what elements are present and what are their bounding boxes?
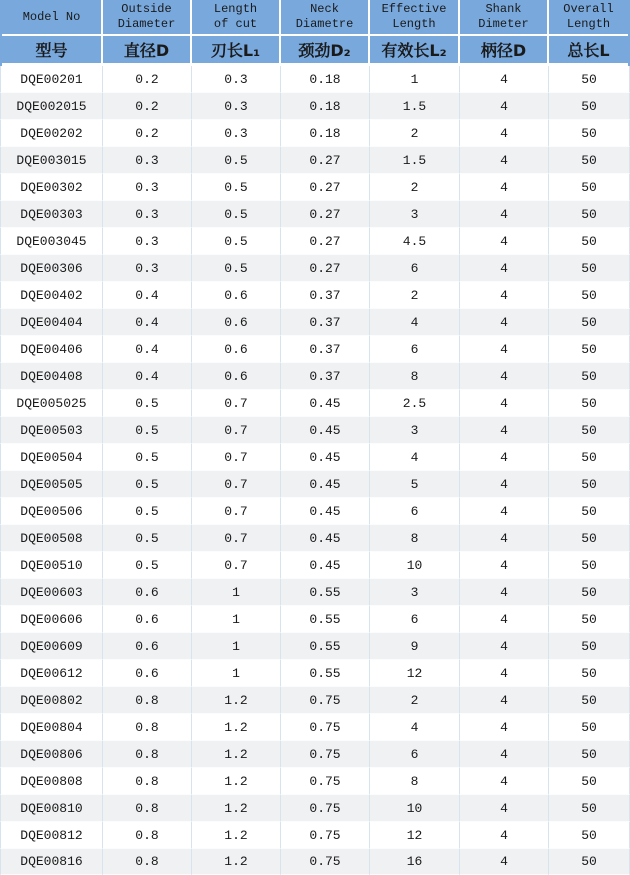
cell-outside-diameter: 0.5 bbox=[103, 471, 192, 498]
cell-neck-diameter: 0.37 bbox=[281, 336, 370, 363]
col-header-model-no-en: Model No bbox=[0, 0, 103, 36]
cell-overall-length: 50 bbox=[549, 795, 630, 822]
cell-length-of-cut: 0.3 bbox=[192, 66, 281, 93]
cell-overall-length: 50 bbox=[549, 174, 630, 201]
cell-neck-diameter: 0.75 bbox=[281, 849, 370, 875]
cell-overall-length: 50 bbox=[549, 363, 630, 390]
cell-outside-diameter: 0.2 bbox=[103, 66, 192, 93]
cell-shank-diameter: 4 bbox=[460, 687, 549, 714]
cell-effective-length: 9 bbox=[370, 633, 460, 660]
cell-length-of-cut: 1 bbox=[192, 579, 281, 606]
table-row bbox=[0, 849, 630, 875]
col-header-effective-length-zh: 有效长L₂ bbox=[370, 36, 460, 66]
cell-length-of-cut: 1.2 bbox=[192, 768, 281, 795]
cell-effective-length: 3 bbox=[370, 579, 460, 606]
cell-model-no: DQE00505 bbox=[0, 471, 103, 498]
cell-effective-length: 2 bbox=[370, 174, 460, 201]
cell-neck-diameter: 0.55 bbox=[281, 579, 370, 606]
cell-outside-diameter: 0.8 bbox=[103, 795, 192, 822]
cell-model-no: DQE00408 bbox=[0, 363, 103, 390]
cell-neck-diameter: 0.27 bbox=[281, 147, 370, 174]
cell-effective-length: 1 bbox=[370, 66, 460, 93]
cell-length-of-cut: 0.5 bbox=[192, 255, 281, 282]
cell-effective-length: 2 bbox=[370, 120, 460, 147]
cell-outside-diameter: 0.2 bbox=[103, 120, 192, 147]
cell-overall-length: 50 bbox=[549, 201, 630, 228]
cell-outside-diameter: 0.4 bbox=[103, 282, 192, 309]
table-row bbox=[0, 471, 630, 498]
cell-shank-diameter: 4 bbox=[460, 255, 549, 282]
cell-neck-diameter: 0.75 bbox=[281, 687, 370, 714]
cell-model-no: DQE00508 bbox=[0, 525, 103, 552]
cell-overall-length: 50 bbox=[549, 444, 630, 471]
cell-overall-length: 50 bbox=[549, 660, 630, 687]
cell-shank-diameter: 4 bbox=[460, 822, 549, 849]
cell-overall-length: 50 bbox=[549, 228, 630, 255]
cell-outside-diameter: 0.4 bbox=[103, 309, 192, 336]
cell-length-of-cut: 0.5 bbox=[192, 147, 281, 174]
cell-neck-diameter: 0.27 bbox=[281, 201, 370, 228]
cell-model-no: DQE00806 bbox=[0, 741, 103, 768]
cell-effective-length: 12 bbox=[370, 822, 460, 849]
cell-overall-length: 50 bbox=[549, 147, 630, 174]
cell-overall-length: 50 bbox=[549, 390, 630, 417]
cell-overall-length: 50 bbox=[549, 120, 630, 147]
cell-outside-diameter: 0.8 bbox=[103, 714, 192, 741]
cell-shank-diameter: 4 bbox=[460, 309, 549, 336]
cell-neck-diameter: 0.55 bbox=[281, 660, 370, 687]
cell-length-of-cut: 0.7 bbox=[192, 525, 281, 552]
table-row bbox=[0, 390, 630, 417]
cell-effective-length: 2 bbox=[370, 687, 460, 714]
cell-effective-length: 4 bbox=[370, 714, 460, 741]
cell-model-no: DQE00504 bbox=[0, 444, 103, 471]
table-row bbox=[0, 363, 630, 390]
cell-length-of-cut: 1.2 bbox=[192, 741, 281, 768]
table-body bbox=[0, 66, 630, 875]
cell-shank-diameter: 4 bbox=[460, 552, 549, 579]
cell-length-of-cut: 0.7 bbox=[192, 498, 281, 525]
cell-length-of-cut: 0.3 bbox=[192, 120, 281, 147]
cell-shank-diameter: 4 bbox=[460, 93, 549, 120]
cell-model-no: DQE00202 bbox=[0, 120, 103, 147]
table-row bbox=[0, 795, 630, 822]
table-row bbox=[0, 228, 630, 255]
cell-effective-length: 8 bbox=[370, 525, 460, 552]
table-row bbox=[0, 309, 630, 336]
cell-effective-length: 10 bbox=[370, 552, 460, 579]
cell-effective-length: 12 bbox=[370, 660, 460, 687]
cell-shank-diameter: 4 bbox=[460, 606, 549, 633]
cell-length-of-cut: 1.2 bbox=[192, 795, 281, 822]
table-row bbox=[0, 147, 630, 174]
cell-overall-length: 50 bbox=[549, 309, 630, 336]
table-row bbox=[0, 282, 630, 309]
cell-model-no: DQE00804 bbox=[0, 714, 103, 741]
table-row bbox=[0, 633, 630, 660]
cell-overall-length: 50 bbox=[549, 93, 630, 120]
cell-outside-diameter: 0.6 bbox=[103, 579, 192, 606]
cell-length-of-cut: 1.2 bbox=[192, 822, 281, 849]
col-header-overall-length-zh: 总长L bbox=[549, 36, 630, 66]
cell-neck-diameter: 0.55 bbox=[281, 606, 370, 633]
table-row bbox=[0, 255, 630, 282]
cell-outside-diameter: 0.3 bbox=[103, 255, 192, 282]
cell-effective-length: 6 bbox=[370, 741, 460, 768]
cell-outside-diameter: 0.3 bbox=[103, 147, 192, 174]
table-row bbox=[0, 579, 630, 606]
cell-model-no: DQE00816 bbox=[0, 849, 103, 875]
col-header-model-no-zh: 型号 bbox=[0, 36, 103, 66]
cell-outside-diameter: 0.3 bbox=[103, 201, 192, 228]
cell-shank-diameter: 4 bbox=[460, 282, 549, 309]
cell-neck-diameter: 0.45 bbox=[281, 471, 370, 498]
cell-model-no: DQE00812 bbox=[0, 822, 103, 849]
cell-outside-diameter: 0.8 bbox=[103, 822, 192, 849]
cell-model-no: DQE00306 bbox=[0, 255, 103, 282]
cell-outside-diameter: 0.5 bbox=[103, 525, 192, 552]
cell-neck-diameter: 0.75 bbox=[281, 714, 370, 741]
cell-outside-diameter: 0.6 bbox=[103, 633, 192, 660]
cell-model-no: DQE00404 bbox=[0, 309, 103, 336]
cell-effective-length: 3 bbox=[370, 417, 460, 444]
table-row bbox=[0, 552, 630, 579]
cell-effective-length: 5 bbox=[370, 471, 460, 498]
cell-overall-length: 50 bbox=[549, 633, 630, 660]
cell-neck-diameter: 0.75 bbox=[281, 768, 370, 795]
cell-outside-diameter: 0.2 bbox=[103, 93, 192, 120]
table-row bbox=[0, 120, 630, 147]
header-row-english bbox=[0, 0, 630, 36]
cell-model-no: DQE00808 bbox=[0, 768, 103, 795]
cell-model-no: DQE00406 bbox=[0, 336, 103, 363]
cell-shank-diameter: 4 bbox=[460, 471, 549, 498]
cell-length-of-cut: 0.7 bbox=[192, 390, 281, 417]
cell-shank-diameter: 4 bbox=[460, 363, 549, 390]
cell-overall-length: 50 bbox=[549, 66, 630, 93]
cell-outside-diameter: 0.8 bbox=[103, 849, 192, 875]
cell-neck-diameter: 0.27 bbox=[281, 255, 370, 282]
cell-neck-diameter: 0.75 bbox=[281, 822, 370, 849]
cell-shank-diameter: 4 bbox=[460, 795, 549, 822]
cell-outside-diameter: 0.4 bbox=[103, 336, 192, 363]
table-row bbox=[0, 714, 630, 741]
cell-neck-diameter: 0.18 bbox=[281, 66, 370, 93]
cell-outside-diameter: 0.5 bbox=[103, 444, 192, 471]
cell-length-of-cut: 0.7 bbox=[192, 471, 281, 498]
cell-model-no: DQE00510 bbox=[0, 552, 103, 579]
cell-model-no: DQE00810 bbox=[0, 795, 103, 822]
cell-length-of-cut: 0.6 bbox=[192, 336, 281, 363]
table-row bbox=[0, 525, 630, 552]
cell-overall-length: 50 bbox=[549, 687, 630, 714]
table-row bbox=[0, 660, 630, 687]
cell-length-of-cut: 0.5 bbox=[192, 174, 281, 201]
cell-model-no: DQE00302 bbox=[0, 174, 103, 201]
cell-overall-length: 50 bbox=[549, 741, 630, 768]
cell-outside-diameter: 0.8 bbox=[103, 687, 192, 714]
cell-overall-length: 50 bbox=[549, 471, 630, 498]
cell-model-no: DQE005025 bbox=[0, 390, 103, 417]
cell-overall-length: 50 bbox=[549, 768, 630, 795]
cell-length-of-cut: 0.7 bbox=[192, 444, 281, 471]
col-header-length-of-cut-en: Length of cut bbox=[192, 0, 281, 36]
cell-shank-diameter: 4 bbox=[460, 444, 549, 471]
cell-neck-diameter: 0.27 bbox=[281, 174, 370, 201]
cell-effective-length: 4 bbox=[370, 309, 460, 336]
table-row bbox=[0, 606, 630, 633]
col-header-outside-diameter-en: Outside Diameter bbox=[103, 0, 192, 36]
table-row bbox=[0, 444, 630, 471]
cell-effective-length: 16 bbox=[370, 849, 460, 875]
table-header bbox=[0, 0, 630, 66]
cell-shank-diameter: 4 bbox=[460, 120, 549, 147]
cell-outside-diameter: 0.3 bbox=[103, 174, 192, 201]
cell-model-no: DQE00303 bbox=[0, 201, 103, 228]
table-row bbox=[0, 201, 630, 228]
cell-overall-length: 50 bbox=[549, 552, 630, 579]
cell-shank-diameter: 4 bbox=[460, 714, 549, 741]
table-row bbox=[0, 822, 630, 849]
cell-effective-length: 6 bbox=[370, 255, 460, 282]
cell-neck-diameter: 0.18 bbox=[281, 93, 370, 120]
cell-overall-length: 50 bbox=[549, 336, 630, 363]
cell-shank-diameter: 4 bbox=[460, 498, 549, 525]
cell-shank-diameter: 4 bbox=[460, 741, 549, 768]
cell-outside-diameter: 0.4 bbox=[103, 363, 192, 390]
col-header-length-of-cut-zh: 刃长L₁ bbox=[192, 36, 281, 66]
cell-effective-length: 1.5 bbox=[370, 147, 460, 174]
cell-length-of-cut: 0.6 bbox=[192, 282, 281, 309]
table-row bbox=[0, 336, 630, 363]
cell-effective-length: 2.5 bbox=[370, 390, 460, 417]
cell-model-no: DQE003045 bbox=[0, 228, 103, 255]
header-row-chinese bbox=[0, 36, 630, 66]
cell-model-no: DQE00603 bbox=[0, 579, 103, 606]
cell-overall-length: 50 bbox=[549, 579, 630, 606]
col-header-neck-diameter-en: Neck Diametre bbox=[281, 0, 370, 36]
cell-overall-length: 50 bbox=[549, 417, 630, 444]
cell-model-no: DQE00503 bbox=[0, 417, 103, 444]
cell-effective-length: 1.5 bbox=[370, 93, 460, 120]
cell-length-of-cut: 1.2 bbox=[192, 687, 281, 714]
cell-model-no: DQE00609 bbox=[0, 633, 103, 660]
cell-outside-diameter: 0.5 bbox=[103, 552, 192, 579]
cell-overall-length: 50 bbox=[549, 849, 630, 875]
cell-length-of-cut: 0.7 bbox=[192, 417, 281, 444]
col-header-neck-diameter-zh: 颈劲D₂ bbox=[281, 36, 370, 66]
cell-length-of-cut: 1 bbox=[192, 606, 281, 633]
cell-effective-length: 8 bbox=[370, 363, 460, 390]
cell-length-of-cut: 0.7 bbox=[192, 552, 281, 579]
cell-neck-diameter: 0.55 bbox=[281, 633, 370, 660]
cell-model-no: DQE003015 bbox=[0, 147, 103, 174]
table-row bbox=[0, 498, 630, 525]
cell-overall-length: 50 bbox=[549, 255, 630, 282]
cell-neck-diameter: 0.37 bbox=[281, 363, 370, 390]
col-header-overall-length-en: Overall Length bbox=[549, 0, 630, 36]
col-header-effective-length-en: Effective Length bbox=[370, 0, 460, 36]
cell-model-no: DQE002015 bbox=[0, 93, 103, 120]
cell-length-of-cut: 1.2 bbox=[192, 714, 281, 741]
cell-shank-diameter: 4 bbox=[460, 147, 549, 174]
cell-neck-diameter: 0.45 bbox=[281, 444, 370, 471]
header-edge-left bbox=[0, 0, 2, 66]
cell-model-no: DQE00612 bbox=[0, 660, 103, 687]
cell-effective-length: 6 bbox=[370, 606, 460, 633]
cell-length-of-cut: 1 bbox=[192, 660, 281, 687]
cell-overall-length: 50 bbox=[549, 606, 630, 633]
cell-neck-diameter: 0.45 bbox=[281, 390, 370, 417]
cell-model-no: DQE00402 bbox=[0, 282, 103, 309]
cell-neck-diameter: 0.37 bbox=[281, 309, 370, 336]
table-row bbox=[0, 741, 630, 768]
cell-neck-diameter: 0.45 bbox=[281, 525, 370, 552]
cell-neck-diameter: 0.45 bbox=[281, 417, 370, 444]
cell-effective-length: 10 bbox=[370, 795, 460, 822]
cell-shank-diameter: 4 bbox=[460, 849, 549, 875]
col-header-shank-diameter-zh: 柄径D bbox=[460, 36, 549, 66]
cell-neck-diameter: 0.45 bbox=[281, 552, 370, 579]
cell-shank-diameter: 4 bbox=[460, 633, 549, 660]
cell-effective-length: 6 bbox=[370, 336, 460, 363]
cell-effective-length: 2 bbox=[370, 282, 460, 309]
cell-length-of-cut: 0.5 bbox=[192, 228, 281, 255]
cell-shank-diameter: 4 bbox=[460, 174, 549, 201]
cell-model-no: DQE00802 bbox=[0, 687, 103, 714]
cell-outside-diameter: 0.8 bbox=[103, 741, 192, 768]
cell-overall-length: 50 bbox=[549, 498, 630, 525]
cell-length-of-cut: 1 bbox=[192, 633, 281, 660]
cell-outside-diameter: 0.5 bbox=[103, 390, 192, 417]
cell-effective-length: 4 bbox=[370, 444, 460, 471]
cell-overall-length: 50 bbox=[549, 714, 630, 741]
cell-effective-length: 3 bbox=[370, 201, 460, 228]
cell-length-of-cut: 0.5 bbox=[192, 201, 281, 228]
cell-neck-diameter: 0.75 bbox=[281, 741, 370, 768]
table-row bbox=[0, 93, 630, 120]
cell-neck-diameter: 0.75 bbox=[281, 795, 370, 822]
cell-overall-length: 50 bbox=[549, 822, 630, 849]
col-header-outside-diameter-zh: 直径D bbox=[103, 36, 192, 66]
cell-neck-diameter: 0.37 bbox=[281, 282, 370, 309]
cell-outside-diameter: 0.3 bbox=[103, 228, 192, 255]
col-header-shank-diameter-en: Shank Dimeter bbox=[460, 0, 549, 36]
table-row bbox=[0, 66, 630, 93]
cell-neck-diameter: 0.18 bbox=[281, 120, 370, 147]
cell-model-no: DQE00506 bbox=[0, 498, 103, 525]
cell-shank-diameter: 4 bbox=[460, 201, 549, 228]
table-row bbox=[0, 174, 630, 201]
cell-model-no: DQE00201 bbox=[0, 66, 103, 93]
cell-neck-diameter: 0.45 bbox=[281, 498, 370, 525]
cell-shank-diameter: 4 bbox=[460, 228, 549, 255]
cell-shank-diameter: 4 bbox=[460, 525, 549, 552]
cell-shank-diameter: 4 bbox=[460, 417, 549, 444]
cell-outside-diameter: 0.5 bbox=[103, 417, 192, 444]
cell-effective-length: 4.5 bbox=[370, 228, 460, 255]
cell-shank-diameter: 4 bbox=[460, 390, 549, 417]
cell-effective-length: 8 bbox=[370, 768, 460, 795]
cell-model-no: DQE00606 bbox=[0, 606, 103, 633]
cell-overall-length: 50 bbox=[549, 282, 630, 309]
cell-length-of-cut: 0.6 bbox=[192, 363, 281, 390]
cell-shank-diameter: 4 bbox=[460, 66, 549, 93]
cell-outside-diameter: 0.5 bbox=[103, 498, 192, 525]
cell-effective-length: 6 bbox=[370, 498, 460, 525]
cell-shank-diameter: 4 bbox=[460, 768, 549, 795]
table-row bbox=[0, 417, 630, 444]
table-row bbox=[0, 687, 630, 714]
cell-length-of-cut: 0.3 bbox=[192, 93, 281, 120]
cell-shank-diameter: 4 bbox=[460, 660, 549, 687]
cell-shank-diameter: 4 bbox=[460, 579, 549, 606]
cell-outside-diameter: 0.6 bbox=[103, 606, 192, 633]
cell-overall-length: 50 bbox=[549, 525, 630, 552]
cell-length-of-cut: 1.2 bbox=[192, 849, 281, 875]
cell-outside-diameter: 0.8 bbox=[103, 768, 192, 795]
cell-shank-diameter: 4 bbox=[460, 336, 549, 363]
cell-length-of-cut: 0.6 bbox=[192, 309, 281, 336]
cell-neck-diameter: 0.27 bbox=[281, 228, 370, 255]
cell-outside-diameter: 0.6 bbox=[103, 660, 192, 687]
table-row bbox=[0, 768, 630, 795]
